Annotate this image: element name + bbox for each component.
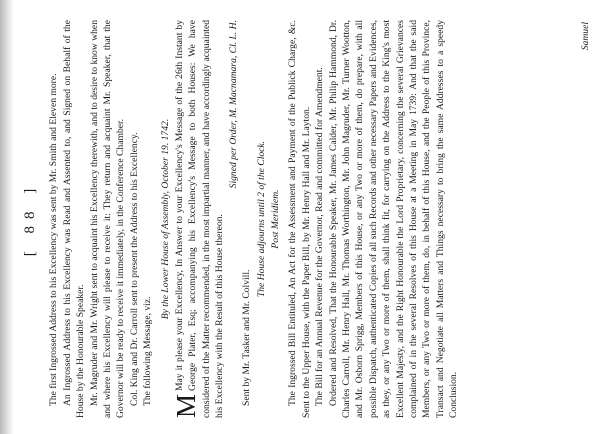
paragraph-following-message: The following Message, viz. bbox=[142, 296, 154, 406]
paragraph-message-body bbox=[173, 20, 227, 418]
message-body-text: May it please your Excellency, In Answer to your Excellency's Message of the 26th Instant by George Plater, Esq; accompanying his Excellency's Message to both Houses: We have considered of the Matter recommended, in the most impartial manner, and have accordingly acquainted his Excellency with the Result of this House thereon. bbox=[174, 20, 226, 418]
scan-edge-shadow bbox=[0, 0, 14, 434]
drop-cap: M bbox=[171, 393, 202, 418]
paragraph-magruder-wright: Mr. Magruder and Mr. Wright sent to acquaint his Excellency therewith, and to desire to know when and where his Excellency will please to receive it: They return and acquaint Mr. Speaker, that the Governor will be ready to receive it immediately, in the Conference Chamber. bbox=[88, 20, 127, 418]
catchword: Samuel bbox=[579, 22, 591, 51]
paragraph-address-signed: An Ingrossed Address to his Excellency was Read and Assented to, and Signed on Behalf of the House by the Honourable Speaker. bbox=[61, 20, 87, 418]
paragraph-king-carroll: Col. King and Dr. Carroll sent to present the Address to his Excellency. bbox=[128, 132, 140, 406]
paragraph-ingrossed-bill: The Ingrossed Bill Entituled, An Act for the Assessment and Payment of the Publick Charge, &c. Sent to the Upper House, with the Paper Bill, by Mr. Henry Hall and Mr. Layton. bbox=[287, 20, 312, 418]
paragraph-revenue-bill: The Bill for an Annual Revenue for the Governor, Read and committed for Amendment. bbox=[314, 67, 326, 406]
signed-per-order: Signed per Order, M. Macnamara, Cl. L. H. bbox=[227, 20, 239, 189]
paragraph-first-address: The first Ingrossed Address to his Excellency was sent by Mr. Smith and Eleven more. bbox=[48, 73, 60, 406]
house-adjourns: The House adjourns until 2 of the Clock. bbox=[255, 140, 267, 298]
paragraph-ordered-resolved: Ordered and Resolved, That the Honourable Speaker, Mr. James Calder, Mr. Philip Hammond, Dr. Charles Carroll, Mr. Henry Hall, Mr. Thomas Worthington, Mr. John Magruder, Mr. Turner Wootton, and Mr. Osborn Sprigg, Members of this House, or any Two or more of them, do prepare, with all possible Dispatch, authenticated Copies of all such Records and other necessary Papers and Evidences, as they, or any Two or more of them, shall think fit, for carrying on the Address to the King's most Excellent Majesty, and the Right Honourable the Lord Proprietary, concerning the several Grievances complained of in the several Resolves of this House at a Meeting in May 1739: And that the said Members, or any Two or more of them, do, in behalf of this House, and the People of this Province, Transact and Negotiate all Matters and Things necessary to bring the same Addresses to a speedy Conclusion. bbox=[327, 20, 460, 418]
post-meridiem: Post Meridiem. bbox=[269, 189, 281, 249]
message-heading: By the Lower House of Assembly, October 19. 1742. bbox=[159, 118, 171, 320]
page-number: [ 88 ] bbox=[22, 181, 38, 257]
paragraph-sent-by: Sent by Mr. Tasker and Mr. Colvill. bbox=[241, 269, 253, 406]
